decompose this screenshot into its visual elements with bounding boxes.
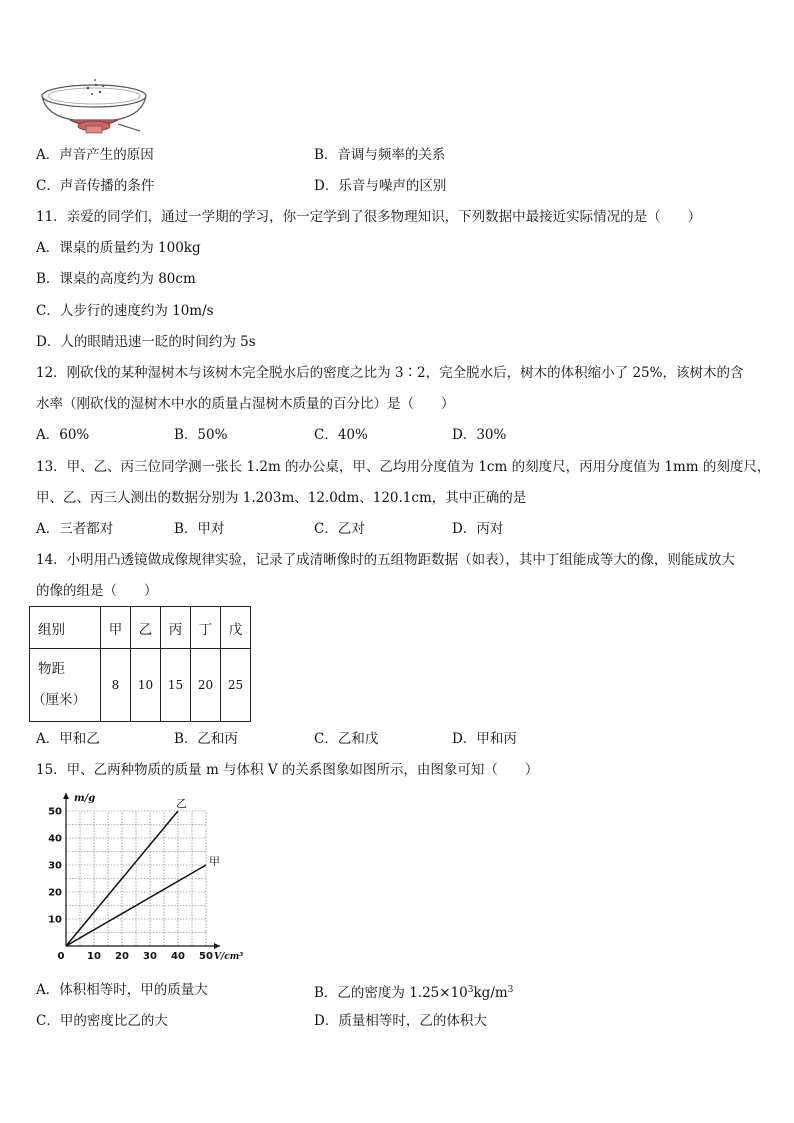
q13-stem-line2: 甲、乙、丙三人测出的数据分别为 1.203m、12.0dm、120.1cm，其中正确的是 — [36, 490, 527, 506]
q15-stem: 15．甲、乙两种物质的质量 m 与体积 V 的关系图象如图所示，由图象可知（ ） — [36, 762, 539, 778]
q11-option-b: B．课桌的高度约为 80cm — [36, 271, 196, 287]
y-tick-label: 20 — [48, 887, 62, 899]
q12-option-a: A．60% — [36, 427, 90, 443]
table-cell-distance: 15 — [161, 649, 191, 722]
q14-option-a: A．甲和乙 — [36, 731, 100, 747]
table-group-5: 戊 — [221, 607, 251, 649]
x-tick-label: 40 — [171, 951, 185, 962]
q12-option-b: B．50% — [174, 427, 228, 443]
q13-option-a: A．三者都对 — [36, 521, 114, 537]
q10-option-b: B．音调与频率的关系 — [314, 147, 446, 163]
y-axis-arrow — [63, 793, 69, 799]
q11-option-d: D．人的眼睛迅速一眨的时间约为 5s — [36, 334, 256, 350]
table-group-1: 甲 — [101, 607, 131, 649]
q14-option-d: D．甲和丙 — [452, 731, 517, 747]
y-tick-label: 30 — [48, 860, 62, 872]
q12-option-d: D．30% — [452, 427, 507, 443]
x-tick-label: 0 — [57, 951, 65, 962]
x-tick-label: 10 — [87, 951, 101, 962]
table-row-label — [30, 649, 101, 722]
q12-stem-line1: 12．刚砍伐的某种湿树木与该树木完全脱水后的密度之比为 3∶2，完全脱水后，树木的体积缩小了 25%，该树木的含 — [36, 365, 744, 381]
table-cell-distance: 8 — [101, 649, 131, 722]
table-cell-distance: 20 — [191, 649, 221, 722]
x-tick-label: 20 — [115, 951, 129, 962]
speaker-experiment-figure — [40, 76, 152, 140]
mass-volume-graph — [40, 788, 256, 966]
y-tick-label: 40 — [48, 833, 62, 845]
q12-option-c: C．40% — [314, 427, 368, 443]
y-tick-label: 50 — [48, 806, 62, 818]
q15-option-b-unit: kg/m — [473, 985, 508, 1001]
q14-option-c: C．乙和戊 — [314, 731, 379, 747]
series-label-1: 乙 — [176, 797, 187, 810]
table-header-row — [30, 607, 251, 649]
q14-stem-line1: 14．小明用凸透镜做成像规律实验，记录了成清晰像时的五组物距数据（如表），其中丁组能成等大的像，则能成放大 — [36, 552, 735, 568]
x-axis-arrow — [214, 943, 220, 949]
q15-option-b — [314, 981, 513, 1002]
q11-option-a: A．课桌的质量约为 100kg — [36, 240, 201, 256]
table-cell-distance: 25 — [221, 649, 251, 722]
x-tick-label: 50 — [199, 951, 213, 962]
q15-option-a: A．体积相等时，甲的质量大 — [36, 982, 208, 998]
q15-option-b-unit-exp: 3 — [507, 985, 514, 995]
table-group-2: 乙 — [131, 607, 161, 649]
x-axis-label: V/cm³ — [214, 952, 244, 962]
q11-option-c: C．人步行的速度约为 10m/s — [36, 303, 214, 319]
table-cell-distance: 10 — [131, 649, 161, 722]
q14-stem-line2: 的像的组是（ ） — [36, 583, 158, 599]
row-label-line1: 物距 — [38, 661, 65, 677]
q13-option-d: D．丙对 — [452, 521, 504, 537]
q15-option-b-exp: 3 — [467, 985, 474, 995]
q10-option-c: C．声音传播的条件 — [36, 178, 155, 194]
row-label-line2: （厘米） — [32, 692, 86, 708]
q15-option-c: C．甲的密度比乙的大 — [36, 1013, 168, 1029]
y-axis-label: m/g — [74, 793, 96, 804]
q12-stem-line2: 水率（刚砍伐的湿树木中水的质量占湿树木质量的百分比）是（ ） — [36, 396, 455, 412]
series-label-2: 甲 — [209, 855, 220, 868]
x-tick-label: 30 — [143, 951, 157, 962]
q15-option-d: D．质量相等时，乙的体积大 — [314, 1013, 487, 1029]
q13-stem-line1: 13．甲、乙、丙三位同学测一张长 1.2m 的办公桌，甲、乙均用分度值为 1cm 的刻度尺，丙用分度值为 1mm 的刻度尺， — [36, 459, 771, 475]
q11-stem: 11．亲爱的同学们，通过一学期的学习，你一定学到了很多物理知识，下列数据中最接近实际情况的是（ ） — [36, 209, 702, 225]
q14-option-b: B．乙和丙 — [174, 731, 238, 747]
q10-option-a: A．声音产生的原因 — [36, 147, 154, 163]
table-group-3: 丙 — [161, 607, 191, 649]
y-tick-label: 10 — [48, 914, 62, 926]
q13-option-b: B．甲对 — [174, 521, 225, 537]
table-header-label: 组别 — [30, 607, 101, 649]
object-distance-table — [29, 606, 251, 722]
q13-option-c: C．乙对 — [314, 521, 365, 537]
q15-option-b-prefix: B．乙的密度为 1.25×10 — [314, 985, 468, 1001]
table-data-row — [30, 649, 251, 722]
q10-option-d: D．乐音与噪声的区别 — [314, 178, 447, 194]
table-group-4: 丁 — [191, 607, 221, 649]
